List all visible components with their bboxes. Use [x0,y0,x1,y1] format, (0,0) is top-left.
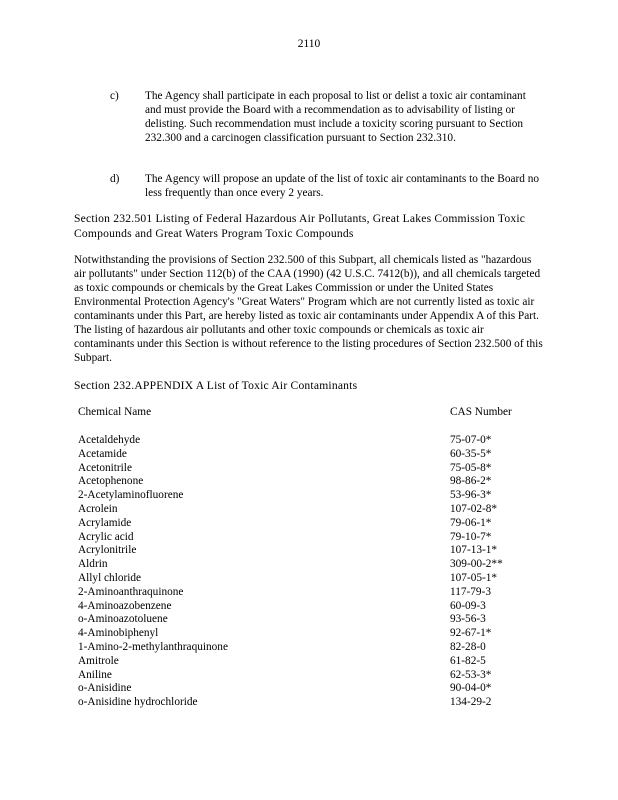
table-row [78,612,558,626]
column-header-chemical-name: Chemical Name [78,406,152,418]
table-row [78,557,558,571]
table-row [78,599,558,613]
item-text: The Agency shall participate in each proposal to list or delist a toxic air contaminant and must provide the Board with a recommendation as to advisability of listing or delisting. Such recommendation must include a toxicity scoring pursuant to Section 232.300 and a carcinogen classification pursuant to Section 232.310. [145,90,526,144]
cas-number-cell: 79-10-7* [450,530,492,543]
cas-number-cell: 93-56-3 [450,613,486,626]
cas-number-cell: 134-29-2 [450,696,492,709]
table-row [78,474,558,488]
section-501-body: Notwithstanding the provisions of Section 232.500 of this Subpart, all chemicals listed as "hazardous air pollutants" under Section 112(b) of the CAA (1990) (42 U.S.C. 7412(b)), and all chemicals targeted as toxic compounds or chemicals by the Great Lakes Commission or under the United States Environmental Protection Agency's "Great Waters" Program which are not currently listed as toxic air contaminants under this Part, are hereby listed as toxic air contaminants under Appendix A of this Part. The listing of hazardous air pollutants and other toxic compounds or chemicals as toxic air contaminants under this Section is without reference to the listing procedures of Section 232.500 of this Subpart. [74,254,543,364]
cas-number-cell: 79-06-1* [450,516,492,529]
section-501-heading: Section 232.501 Listing of Federal Hazardous Air Pollutants, Great Lakes Commission Toxic Compounds and Great Waters Program Toxic Compounds [74,212,526,240]
chemical-name-cell: Acrylic acid [78,530,134,543]
chemical-name-cell: o-Anisidine hydrochloride [78,696,198,709]
cas-number-cell: 98-86-2* [450,475,492,488]
cas-number-cell: 61-82-5 [450,654,486,667]
table-row [78,488,558,502]
table-row [78,530,558,544]
table-header [78,405,558,433]
cas-number-cell: 117-79-3 [450,585,491,598]
cas-number-cell: 60-09-3 [450,599,486,612]
table-row [78,461,558,475]
table-row [78,571,558,585]
chemical-name-cell: 2-Aminoanthraquinone [78,585,184,598]
table-row [78,695,558,709]
table-row [78,502,558,516]
item-label: c) [110,90,119,102]
cas-number-cell: 53-96-3* [450,489,492,502]
chemical-name-cell: o-Aminoazotoluene [78,613,168,626]
table-row [78,516,558,530]
table-row [78,626,558,640]
chemical-name-cell: Acetamide [78,447,127,460]
chemical-name-cell: Aldrin [78,558,108,571]
cas-number-cell: 309-00-2** [450,558,503,571]
table-row [78,640,558,654]
chemical-name-cell: 4-Aminobiphenyl [78,627,159,640]
chemical-name-cell: 2-Acetylaminofluorene [78,489,184,502]
table-row [78,681,558,695]
table-row [78,433,558,447]
chemical-name-cell: Acetonitrile [78,461,132,474]
toxic-contaminants-table [78,405,558,709]
cas-number-cell: 107-13-1* [450,544,498,557]
cas-number-cell: 107-05-1* [450,571,498,584]
chemical-name-cell: Acetaldehyde [78,434,141,446]
table-row [78,668,558,682]
cas-number-cell: 75-05-8* [450,461,492,474]
item-label: d) [110,173,120,185]
chemical-name-cell: Amitrole [78,654,119,667]
appendix-heading: Section 232.APPENDIX A List of Toxic Air Contaminants [74,379,358,392]
item-text: The Agency will propose an update of the list of toxic air contaminants to the Board no less frequently than once every 2 years. [145,173,540,199]
cas-number-cell: 60-35-5* [450,447,492,460]
cas-number-cell: 75-07-0* [450,434,492,446]
chemical-name-cell: Allyl chloride [78,571,142,584]
cas-number-cell: 82-28-0 [450,640,486,653]
cas-number-cell: 62-53-3* [450,668,492,681]
cas-number-cell: 90-04-0* [450,682,492,695]
chemical-name-cell: 1-Amino-2-methylanthraquinone [78,640,228,653]
table-body [78,433,558,709]
chemical-name-cell: Acrylonitrile [78,544,137,557]
chemical-name-cell: o-Anisidine [78,682,132,695]
table-row [78,543,558,557]
cas-number-cell: 92-67-1* [450,627,492,640]
chemical-name-cell: Acrolein [78,502,118,515]
chemical-name-cell: 4-Aminoazobenzene [78,599,172,612]
table-row [78,585,558,599]
chemical-name-cell: Acrylamide [78,516,132,529]
table-row [78,447,558,461]
table-row [78,654,558,668]
chemical-name-cell: Aniline [78,668,112,681]
cas-number-cell: 107-02-8* [450,502,498,515]
page-number: 2110 [297,38,321,50]
chemical-name-cell: Acetophenone [78,475,144,488]
column-header-cas-number: CAS Number [450,406,512,418]
